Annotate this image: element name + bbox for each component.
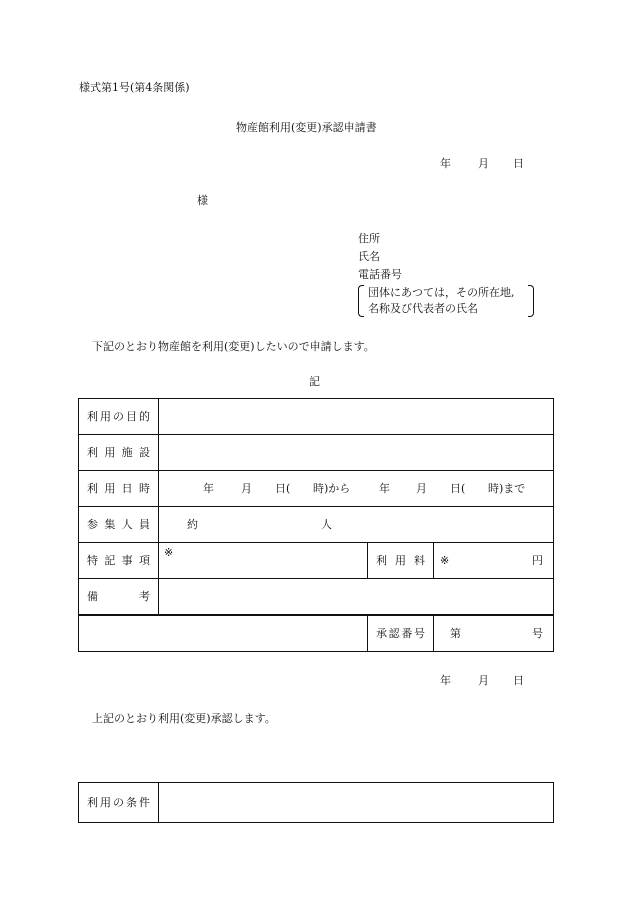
page-title: 物産館利用(変更)承認申請書 xyxy=(236,121,377,134)
from-hour: 時)から xyxy=(313,482,351,495)
special-notes-mark: ※ xyxy=(164,546,174,559)
addressee-suffix: 様 xyxy=(197,194,208,207)
table-row xyxy=(79,579,554,615)
datetime-label: 利用日時 xyxy=(79,471,159,507)
table-row xyxy=(79,543,554,579)
from-day: 日( xyxy=(275,482,291,495)
approval-number-field[interactable] xyxy=(434,615,554,652)
approval-day-label: 日 xyxy=(513,674,524,687)
fee-unit: 円 xyxy=(532,554,543,567)
approval-month-label: 月 xyxy=(478,674,489,687)
approval-text: 上記のとおり利用(変更)承認します。 xyxy=(92,712,276,725)
table-row xyxy=(79,399,554,435)
to-year: 年 xyxy=(379,482,390,495)
organization-note-line2: 名称及び代表者の氏名 xyxy=(368,302,478,315)
approval-year-label: 年 xyxy=(440,674,451,687)
right-bracket xyxy=(528,285,534,317)
date-day-label: 日 xyxy=(513,157,524,170)
approval-number-suffix: 号 xyxy=(532,626,543,640)
purpose-label: 利用の目的 xyxy=(79,399,159,435)
approval-number-prefix: 第 xyxy=(450,626,461,640)
request-text: 下記のとおり物産館を利用(変更)したいので申請します。 xyxy=(92,340,375,353)
attendees-unit: 人 xyxy=(321,518,332,531)
to-month: 月 xyxy=(416,482,427,495)
from-year: 年 xyxy=(203,482,214,495)
name-label: 氏名 xyxy=(358,250,380,263)
ki-label: 記 xyxy=(309,375,320,388)
remarks-label: 備考 xyxy=(79,579,159,615)
remarks-field[interactable] xyxy=(159,579,554,615)
facility-field[interactable] xyxy=(159,435,554,471)
address-label: 住所 xyxy=(358,232,380,245)
phone-label: 電話番号 xyxy=(358,268,402,281)
application-table xyxy=(78,398,554,652)
attendees-approx: 約 xyxy=(187,518,198,531)
form-number: 様式第1号(第4条関係) xyxy=(79,81,190,94)
purpose-field[interactable] xyxy=(159,399,554,435)
from-month: 月 xyxy=(241,482,252,495)
attendees-field[interactable] xyxy=(159,507,554,543)
special-notes-field[interactable] xyxy=(159,543,368,579)
organization-note-line1: 団体にあつては，その所在地, xyxy=(368,286,515,299)
to-hour: 時)まで xyxy=(488,482,526,495)
special-notes-label: 特記事項 xyxy=(79,543,159,579)
approval-blank-cell xyxy=(79,615,368,652)
conditions-label: 利用の条件 xyxy=(79,783,159,823)
to-day: 日( xyxy=(450,482,466,495)
table-row xyxy=(79,783,554,823)
table-row xyxy=(79,435,554,471)
fee-label: 利用料 xyxy=(368,543,434,579)
date-year-label: 年 xyxy=(440,157,451,170)
conditions-table xyxy=(78,782,554,823)
table-row xyxy=(79,615,554,652)
datetime-field[interactable] xyxy=(159,471,554,507)
organization-note-bracket xyxy=(358,285,534,315)
fee-field[interactable] xyxy=(434,543,554,579)
table-row xyxy=(79,507,554,543)
fee-mark: ※ xyxy=(440,554,450,567)
conditions-field[interactable] xyxy=(159,783,554,823)
left-bracket xyxy=(358,285,364,317)
facility-label: 利用施設 xyxy=(79,435,159,471)
attendees-label: 参集人員 xyxy=(79,507,159,543)
table-row xyxy=(79,471,554,507)
approval-number-label: 承認番号 xyxy=(368,615,434,652)
date-month-label: 月 xyxy=(478,157,489,170)
